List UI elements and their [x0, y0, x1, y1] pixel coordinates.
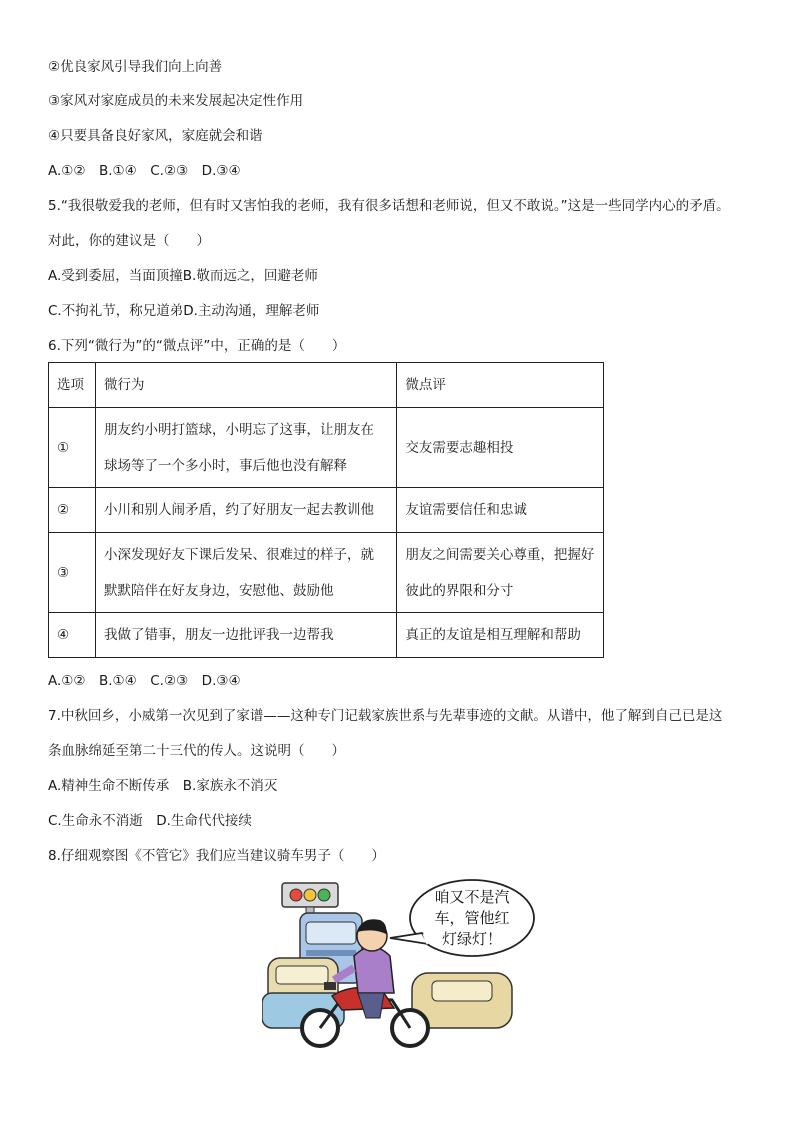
row-comment: 交友需要志趣相投	[397, 408, 604, 488]
q6-table	[48, 362, 604, 658]
row-behavior	[95, 533, 396, 613]
q4-option-2: ②优良家风引导我们向上向善	[48, 59, 223, 75]
behavior-line: 朋友约小明打篮球，小明忘了这事，让朋友在	[103, 421, 374, 438]
row-behavior: 我做了错事，朋友一边批评我一边帮我	[95, 613, 396, 658]
table-row	[49, 613, 604, 658]
row-behavior	[95, 408, 396, 488]
q5-choices-cd: C.不拘礼节，称兄道弟D.主动沟通，理解老师	[48, 303, 320, 319]
header-behavior: 微行为	[95, 363, 396, 408]
row-comment: 友谊需要信任和忠诚	[397, 488, 604, 533]
q4-answer-choices: A.①② B.①④ C.②③ D.③④	[48, 163, 241, 179]
q5-stem-line1: 5.“我很敬爱我的老师，但有时又害怕我的老师，我有很多话想和老师说，但又不敢说。”这是一些同学内心的矛盾。	[48, 198, 730, 214]
table-row	[49, 408, 604, 488]
q7-choices-ab: A.精神生命不断传承 B.家族永不消灭	[48, 778, 278, 794]
row-option: ①	[49, 408, 96, 488]
row-comment: 真正的友谊是相互理解和帮助	[397, 613, 604, 658]
speech-line: 车，管他红	[434, 909, 510, 927]
q7-choices-cd: C.生命永不消逝 D.生命代代接续	[48, 813, 252, 829]
behavior-line: 球场等了一个多小时，事后他也没有解释	[103, 457, 347, 474]
table-row	[49, 533, 604, 613]
q5-stem-line2: 对此，你的建议是（ ）	[48, 233, 210, 249]
q8-stem: 8.仔细观察图《不管它》我们应当建议骑车男子（ ）	[48, 848, 385, 864]
q4-option-4: ④只要具备良好家风，家庭就会和谐	[48, 128, 263, 144]
header-comment: 微点评	[397, 363, 604, 408]
q7-stem-line2: 条血脉绵延至第二十三代的传人。这说明（ ）	[48, 743, 345, 759]
q5-choices-ab: A.受到委屈，当面顶撞B.敬而远之，回避老师	[48, 268, 318, 284]
q4-option-3: ③家风对家庭成员的未来发展起决定性作用	[48, 93, 304, 109]
comment-line: 朋友之间需要关心尊重，把握好	[405, 546, 595, 563]
behavior-line: 小深发现好友下课后发呆、很难过的样子，就	[103, 546, 374, 563]
row-option: ③	[49, 533, 96, 613]
q7-stem-line1: 7.中秋回乡，小威第一次见到了家谱——这种专门记载家族世系与先辈事迹的文献。从谱中，他了解到自己已是这	[48, 708, 723, 724]
speech-line: 灯绿灯！	[441, 930, 503, 948]
row-comment	[397, 533, 604, 613]
row-option: ④	[49, 613, 96, 658]
row-option: ②	[49, 488, 96, 533]
speech-bubble	[390, 880, 534, 956]
comment-line: 彼此的界限和分寸	[405, 582, 514, 599]
q6-answer-choices: A.①② B.①④ C.②③ D.③④	[48, 673, 241, 689]
row-behavior: 小川和别人闹矛盾，约了好朋友一起去教训他	[95, 488, 396, 533]
cartoon-illustration	[262, 878, 537, 1053]
speech-line: 咱又不是汽	[434, 888, 510, 906]
table-header-row	[49, 363, 604, 408]
q6-stem: 6.下列“微行为”的“微点评”中，正确的是（ ）	[48, 338, 346, 354]
header-option: 选项	[49, 363, 96, 408]
behavior-line: 默默陪伴在好友身边，安慰他、鼓励他	[103, 582, 334, 599]
table-row	[49, 488, 604, 533]
